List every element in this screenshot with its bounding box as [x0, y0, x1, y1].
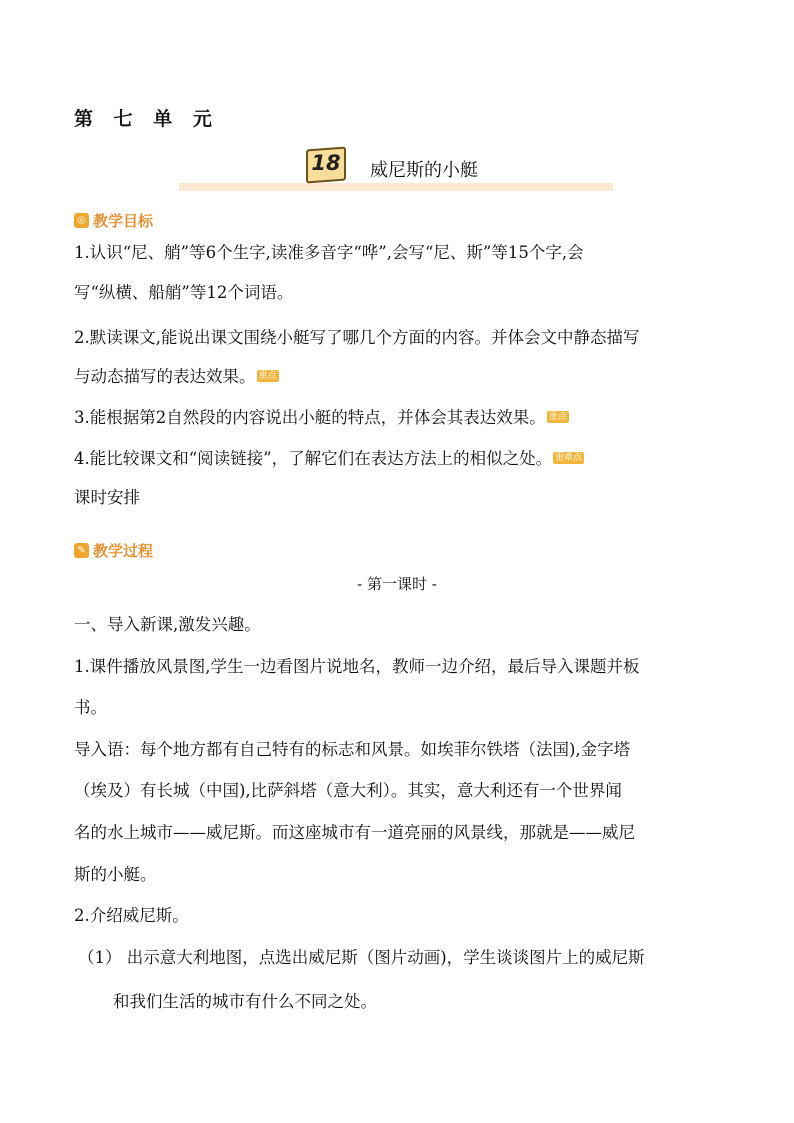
process-line-4: 导入语：每个地方都有自己特有的标志和风景。如埃菲尔铁塔（法国),金字塔 [74, 740, 631, 759]
objectives-heading-text: 教学目标 [93, 212, 154, 230]
objective-line-3: 2.默读课文,能说出课文围绕小艇写了哪几个方面的内容。并体会文中静态描写 [74, 328, 640, 347]
process-line-8: 2.介绍威尼斯。 [74, 906, 189, 925]
objective-line-4-text: 与动态描写的表达效果。 [74, 367, 256, 386]
process-icon: ✎ [74, 543, 89, 558]
objectives-heading [74, 210, 153, 231]
lesson-number-badge [306, 148, 346, 182]
process-line-5: （埃及）有长城（中国),比萨斜塔（意大利）。其实，意大利还有一个世界闻 [74, 781, 622, 800]
objective-line-5-text: 3.能根据第2自然段的内容说出小艇的特点，并体会其表达效果。 [74, 408, 546, 427]
objective-line-1: 1.认识“尼、艄”等6个生字,读准多音字“哗”,会写“尼、斯”等15个字,会 [74, 243, 584, 262]
key-difficult-tag: 重难点 [555, 452, 583, 463]
process-line-6: 名的水上城市——威尼斯。而这座城市有一道亮丽的风景线，那就是——威尼 [74, 823, 635, 842]
process-line-9: （1） 出示意大利地图，点选出威尼斯（图片动画)，学生谈谈图片上的威尼斯 [78, 948, 645, 967]
process-line-2: 1.课件播放风景图,学生一边看图片说地名，教师一边介绍，最后导入课题并板 [74, 657, 640, 676]
process-line-3: 书。 [74, 698, 107, 717]
lesson-title: 威尼斯的小艇 [370, 160, 478, 181]
objective-line-4 [74, 369, 279, 386]
lesson-header-band [179, 183, 613, 191]
objective-line-5 [74, 410, 569, 427]
objective-line-6 [74, 451, 584, 468]
period-label: - 第一课时 - [357, 575, 437, 593]
key-point-tag: 重点 [548, 411, 567, 422]
process-line-1: 一、导入新课,激发兴趣。 [74, 615, 261, 634]
process-line-7: 斯的小艇。 [74, 865, 157, 884]
schedule-label: 课时安排 [74, 488, 140, 507]
process-line-10: 和我们生活的城市有什么不同之处。 [113, 992, 377, 1011]
process-heading-text: 教学过程 [93, 542, 154, 560]
process-heading [74, 540, 153, 561]
objective-line-2: 写“纵横、船艄”等12个词语。 [74, 283, 294, 302]
unit-title: 第 七 单 元 [74, 108, 219, 130]
objective-line-6-text: 4.能比较课文和“阅读链接”，了解它们在表达方法上的相似之处。 [74, 449, 553, 468]
key-point-tag: 重点 [258, 370, 277, 381]
target-icon: ◎ [74, 213, 89, 228]
lesson-number: 18 [311, 151, 341, 175]
